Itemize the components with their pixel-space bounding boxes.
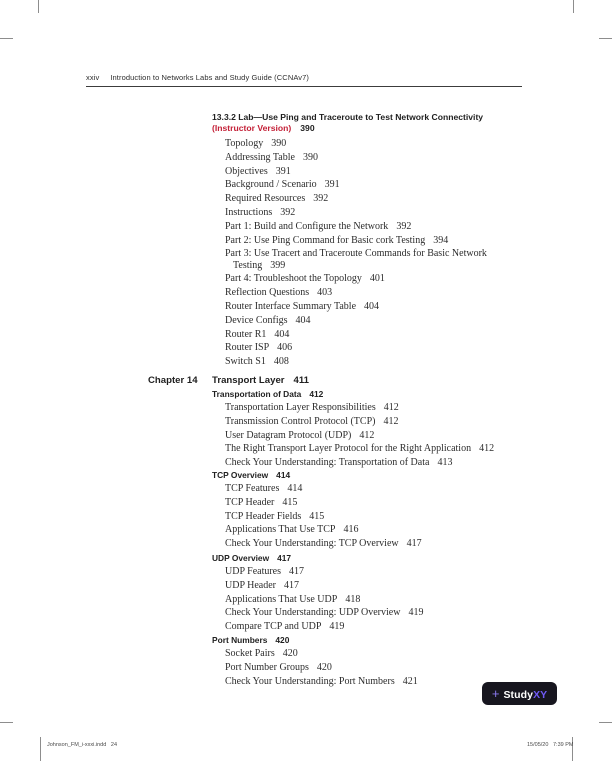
studyxy-badge bbox=[482, 682, 557, 705]
toc-entry bbox=[225, 193, 570, 204]
badge-brand-study: Study bbox=[503, 688, 534, 701]
crop-mark-bottom-right-vertical bbox=[572, 737, 573, 761]
toc-entry-label-continued: Testing bbox=[233, 259, 263, 271]
toc-entry-page-number: 401 bbox=[369, 273, 385, 285]
toc-entry-label: UDP Features bbox=[225, 566, 282, 577]
toc-entry bbox=[225, 315, 570, 326]
toc-entry-label: Router ISP bbox=[225, 342, 270, 354]
toc-section-heading-page: 414 bbox=[276, 470, 291, 480]
toc-section-entry-list bbox=[212, 648, 570, 687]
crop-mark-top-left-horizontal bbox=[0, 38, 13, 39]
toc-entry bbox=[225, 342, 570, 353]
lab-section bbox=[212, 112, 570, 370]
toc-entry-label: Instructions bbox=[225, 206, 273, 218]
toc-entry-page-number: 392 bbox=[396, 220, 412, 232]
toc-entry bbox=[225, 301, 570, 312]
toc-entry-label: Transportation Layer Responsibilities bbox=[225, 402, 376, 413]
toc-entry-label: Check Your Understanding: Transportation of Data bbox=[225, 457, 430, 469]
toc-section-heading-label: Transportation of Data bbox=[212, 389, 302, 399]
toc-entry-page-number: 412 bbox=[383, 415, 399, 427]
toc-entry-label: Part 1: Build and Configure the Network bbox=[225, 220, 389, 232]
toc-entry bbox=[225, 248, 570, 270]
toc-section-heading bbox=[212, 635, 570, 646]
badge-brand-xy: XY bbox=[533, 688, 548, 701]
toc-entry bbox=[225, 648, 570, 659]
toc-entry bbox=[225, 287, 570, 298]
crop-mark-top-right-vertical bbox=[573, 0, 574, 13]
toc-entry-label: Check Your Understanding: TCP Overview bbox=[225, 538, 399, 550]
chapter-heading-row bbox=[148, 375, 570, 386]
toc-section-heading bbox=[212, 389, 570, 400]
toc-entry-label: Addressing Table bbox=[225, 151, 295, 163]
toc-entry bbox=[225, 443, 570, 454]
crop-mark-bottom-right-horizontal bbox=[599, 722, 612, 723]
toc-entry-page-number: 390 bbox=[271, 138, 287, 149]
lab-page-number: 390 bbox=[300, 123, 315, 133]
toc-entry-label: Objectives bbox=[225, 165, 268, 177]
toc-entry-label: Topology bbox=[225, 138, 264, 149]
toc-entry bbox=[225, 235, 570, 246]
lab-entry-list bbox=[212, 138, 570, 367]
toc-entry-label: Background / Scenario bbox=[225, 179, 317, 191]
toc-entry bbox=[225, 152, 570, 163]
toc-entry bbox=[225, 594, 570, 605]
toc-section bbox=[212, 553, 570, 635]
toc-entry bbox=[225, 166, 570, 177]
toc-entry-label: Applications That Use UDP bbox=[225, 593, 338, 605]
toc-section-entry-list bbox=[212, 566, 570, 632]
toc-entry-page-number: 392 bbox=[280, 206, 296, 218]
toc-section-heading-label: Port Numbers bbox=[212, 635, 268, 645]
toc-entry-label: The Right Transport Layer Protocol for the Right Application bbox=[225, 443, 472, 455]
toc-entry-label: UDP Header bbox=[225, 579, 277, 591]
toc-entry-label: Part 4: Troubleshoot the Topology bbox=[225, 273, 362, 285]
toc-entry bbox=[225, 221, 570, 232]
toc-entry-page-number: 404 bbox=[364, 300, 380, 312]
toc-entry-page-number: 420 bbox=[282, 648, 298, 659]
toc-entry bbox=[225, 621, 570, 632]
toc-entry-label: Socket Pairs bbox=[225, 648, 275, 659]
toc-entry bbox=[225, 538, 570, 549]
toc-entry-page-number: 419 bbox=[408, 607, 424, 619]
toc-entry-page-number: 415 bbox=[309, 510, 325, 522]
toc-entry bbox=[225, 138, 570, 149]
toc-entry-label: Router R1 bbox=[225, 328, 267, 340]
toc-entry-page-number: 418 bbox=[345, 593, 361, 605]
toc-entry-label: Part 2: Use Ping Command for Basic cork Testing bbox=[225, 234, 426, 246]
chapter-title: Transport Layer bbox=[212, 375, 285, 386]
running-title: Introduction to Networks Labs and Study Guide (CCNAv7) bbox=[110, 73, 310, 82]
toc-entry-label: Compare TCP and UDP bbox=[225, 621, 322, 633]
footer-timestamp: 15/05/20 7:39 PM bbox=[527, 742, 574, 748]
toc-section-heading bbox=[212, 553, 570, 564]
toc-section-entry-list bbox=[212, 483, 570, 549]
crop-mark-top-right-horizontal bbox=[599, 38, 612, 39]
toc-entry bbox=[225, 497, 570, 508]
toc-entry-label: TCP Header Fields bbox=[225, 510, 302, 522]
toc-entry-page-number: 412 bbox=[383, 402, 399, 413]
toc-section-entry-list bbox=[212, 402, 570, 468]
toc-entry-label: Device Configs bbox=[225, 314, 288, 326]
plus-icon: + bbox=[491, 685, 500, 701]
toc-entry-label: TCP Header bbox=[225, 496, 275, 508]
toc-entry-page-number: 412 bbox=[359, 429, 375, 441]
toc-entry bbox=[225, 511, 570, 522]
toc-entry-page-number: 420 bbox=[316, 661, 332, 673]
toc-entry-page-number: 416 bbox=[343, 524, 359, 536]
lab-section-title bbox=[212, 112, 570, 134]
toc-entry-page-number: 414 bbox=[287, 483, 303, 494]
toc-entry bbox=[225, 483, 570, 494]
toc-section bbox=[212, 470, 570, 552]
toc-entry-page-number: 391 bbox=[275, 165, 291, 177]
toc-entry-page-number: 390 bbox=[302, 151, 318, 163]
chapter-page-number: 411 bbox=[293, 375, 309, 386]
toc-entry-page-number: 408 bbox=[273, 356, 289, 368]
toc-entry-label: Required Resources bbox=[225, 193, 306, 205]
toc-entry bbox=[225, 356, 570, 367]
crop-mark-top-left-vertical bbox=[38, 0, 39, 13]
lab-title-text: 13.3.2 Lab—Use Ping and Traceroute to Test Network Connectivity bbox=[212, 112, 484, 122]
toc-entry bbox=[225, 580, 570, 591]
toc-section-heading-label: UDP Overview bbox=[212, 553, 270, 563]
toc-entry bbox=[225, 179, 570, 190]
toc-entry-page-number: 412 bbox=[479, 443, 495, 455]
toc-section bbox=[212, 389, 570, 471]
toc-entry bbox=[225, 457, 570, 468]
toc-entry bbox=[225, 273, 570, 284]
toc-entry bbox=[225, 416, 570, 427]
toc-entry-label: Switch S1 bbox=[225, 356, 266, 368]
toc-entry-label: Check Your Understanding: Port Numbers bbox=[225, 675, 395, 687]
toc-entry-page-number: 406 bbox=[277, 342, 293, 354]
crop-mark-bottom-left-horizontal bbox=[0, 722, 13, 723]
toc-entry-page-number: 417 bbox=[289, 566, 305, 577]
toc-entry-page-number: 391 bbox=[324, 179, 340, 191]
toc-section-heading bbox=[212, 470, 570, 481]
toc-section-heading-label: TCP Overview bbox=[212, 470, 269, 480]
toc-entry bbox=[225, 402, 570, 413]
toc-section-heading-page: 412 bbox=[309, 389, 324, 399]
toc-entry-label: Transmission Control Protocol (TCP) bbox=[225, 415, 376, 427]
toc-entry bbox=[225, 662, 570, 673]
running-header bbox=[86, 73, 522, 87]
toc-entry-label: Part 3: Use Tracert and Traceroute Commands for Basic Network bbox=[225, 248, 487, 260]
toc-entry-label: User Datagram Protocol (UDP) bbox=[225, 429, 352, 441]
toc-entry-page-number: 392 bbox=[313, 193, 329, 205]
chapter-number-label: Chapter 14 bbox=[148, 375, 198, 386]
toc-entry-page-number: 413 bbox=[437, 457, 453, 469]
toc-entry-page-number: 415 bbox=[282, 496, 298, 508]
toc-entry-label: Router Interface Summary Table bbox=[225, 300, 357, 312]
toc-entry-page-number: 404 bbox=[295, 314, 311, 326]
toc-section-heading-page: 417 bbox=[277, 553, 292, 563]
badge-brand-text bbox=[503, 685, 547, 703]
toc-entry bbox=[225, 524, 570, 535]
toc-entry-page-number: 394 bbox=[433, 234, 449, 246]
toc-entry-label: Reflection Questions bbox=[225, 287, 310, 299]
toc-entry-page-number: 403 bbox=[317, 287, 333, 299]
toc-entry-page-number: 399 bbox=[270, 259, 286, 271]
toc-entry bbox=[225, 329, 570, 340]
crop-mark-bottom-left-vertical bbox=[40, 737, 41, 761]
toc-entry-label: Applications That Use TCP bbox=[225, 524, 336, 536]
footer-file-slug: Johnson_FM_i-xxxi.indd 24 bbox=[47, 742, 118, 748]
toc-entry-label: Port Number Groups bbox=[225, 661, 309, 673]
toc-entry bbox=[225, 566, 570, 577]
toc-entry-page-number: 419 bbox=[329, 621, 345, 633]
toc-entry-page-number: 421 bbox=[402, 675, 418, 687]
toc-entry bbox=[225, 607, 570, 618]
toc-entry-page-number: 417 bbox=[406, 538, 422, 550]
toc-entry bbox=[225, 430, 570, 441]
toc-entry-page-number: 404 bbox=[274, 328, 290, 340]
toc-entry-label: Check Your Understanding: UDP Overview bbox=[225, 607, 401, 619]
toc-entry-label: TCP Features bbox=[225, 483, 280, 494]
toc-entry-page-number: 417 bbox=[284, 579, 300, 591]
page-folio: xxiv bbox=[86, 73, 100, 82]
toc-entry bbox=[225, 207, 570, 218]
toc-section-heading-page: 420 bbox=[275, 635, 290, 645]
instructor-version-note: (Instructor Version) bbox=[212, 123, 292, 133]
